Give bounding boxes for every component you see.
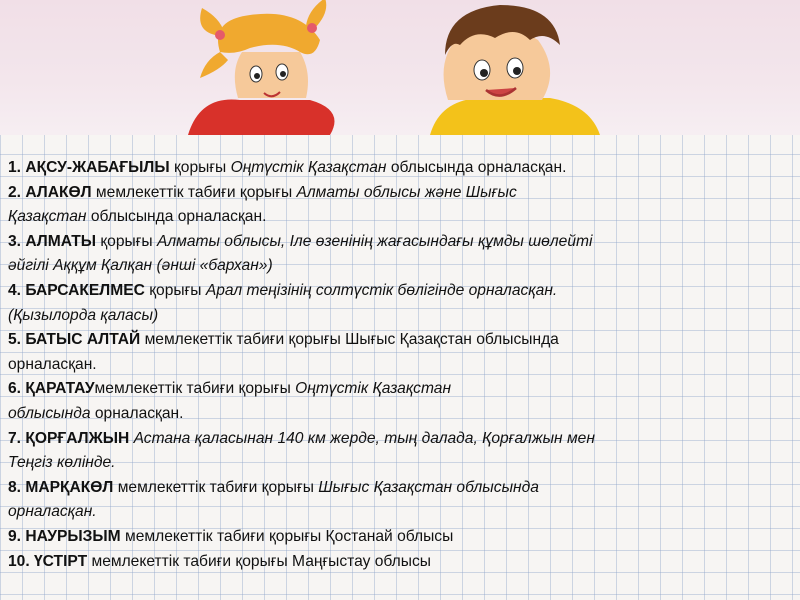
reserve-line — [8, 377, 788, 402]
reserve-name: 8. МАРҚАКӨЛ — [8, 478, 114, 496]
reserve-name: 5. БАТЫС АЛТАЙ — [8, 331, 141, 349]
reserve-text: мемлекеттік табиғи қорығы Маңғыстау облысы — [87, 552, 431, 570]
reserve-line — [8, 550, 788, 575]
children-illustration — [180, 0, 620, 140]
reserve-text: Алматы облысы және Шығыс — [296, 183, 517, 201]
reserve-name: 9. НАУРЫЗЫМ — [8, 527, 121, 545]
reserve-text: облысында орналасқан. — [86, 208, 267, 226]
reserve-name: 1. АҚСУ-ЖАБАҒЫЛЫ — [8, 159, 170, 176]
reserve-line — [8, 156, 788, 181]
reserve-line — [8, 328, 788, 353]
reserve-text: Астана қаласынан 140 км жерде, тың далада, Қорғалжын мен — [129, 429, 595, 447]
reserve-text: Қазақстан — [8, 208, 87, 226]
reserve-item — [8, 377, 788, 426]
reserve-line — [8, 181, 788, 206]
reserve-line — [8, 304, 788, 329]
reserve-name: 6. ҚАРАТАУ — [8, 380, 95, 398]
reserve-line — [8, 427, 788, 452]
reserve-line — [8, 254, 788, 279]
reserve-text: мемлекеттік табиғи қорығы — [91, 183, 297, 201]
reserve-line — [8, 451, 788, 476]
reserve-text: Оңтүстік Қазақстан — [230, 159, 387, 176]
reserve-line — [8, 279, 788, 304]
reserve-item — [8, 230, 788, 279]
reserve-item — [8, 181, 788, 230]
reserve-line — [8, 402, 788, 427]
reserve-name: 10. ҮСТІРТ — [8, 552, 88, 570]
reserve-text: Оңтүстік Қазақстан — [295, 380, 452, 398]
reserve-text: (Қызылорда қаласы) — [8, 306, 159, 324]
reserve-text: облысында — [8, 404, 91, 422]
reserve-item — [8, 156, 788, 181]
reserve-line — [8, 353, 788, 378]
reserve-item — [8, 550, 788, 575]
reserve-text: қорығы — [144, 281, 206, 299]
reserve-item — [8, 476, 788, 525]
reserve-text: мемлекеттік табиғи қорығы — [113, 478, 319, 496]
reserve-line — [8, 230, 788, 255]
reserve-text: орналасқан. — [8, 355, 97, 373]
reserve-text: мемлекеттік табиғи қорығы Шығыс Қазақстан облысында — [140, 331, 559, 349]
reserve-name: 2. АЛАКӨЛ — [8, 183, 92, 201]
reserve-text: Алматы облысы, Іле өзенінің жағасындағы құмды шөлейті — [156, 232, 593, 250]
reserve-text: Шығыс Қазақстан облысында — [318, 478, 539, 496]
reserve-text: орналасқан. — [8, 503, 97, 521]
reserves-list — [8, 156, 788, 574]
boy-cartoon — [430, 5, 600, 135]
reserve-text: әйгілі Аққұм Қалқан (әнші «бархан») — [8, 257, 273, 275]
reserve-line — [8, 476, 788, 501]
reserve-item — [8, 525, 788, 550]
reserve-text: мемлекеттік табиғи қорығы — [94, 380, 296, 398]
reserve-line — [8, 525, 788, 550]
reserve-text: Арал теңізінің солтүстік бөлігінде орналасқан. — [205, 281, 558, 299]
reserve-name: 3. АЛМАТЫ — [8, 232, 96, 250]
reserve-text: қорығы — [169, 159, 231, 176]
reserve-text: Теңгіз көлінде. — [8, 454, 116, 472]
reserve-text: қорығы — [96, 232, 157, 250]
reserve-text: орналасқан. — [90, 404, 184, 422]
girl-cartoon — [188, 0, 335, 135]
reserve-item — [8, 427, 788, 476]
reserve-text: мемлекеттік табиғи қорығы Қостанай облысы — [120, 527, 454, 545]
reserve-text: облысында орналасқан. — [386, 159, 567, 176]
reserve-line — [8, 500, 788, 525]
reserve-name: 4. БАРСАКЕЛМЕС — [8, 281, 145, 299]
reserve-line — [8, 205, 788, 230]
reserve-name: 7. ҚОРҒАЛЖЫН — [8, 429, 130, 447]
reserve-item — [8, 328, 788, 377]
reserve-item — [8, 279, 788, 328]
